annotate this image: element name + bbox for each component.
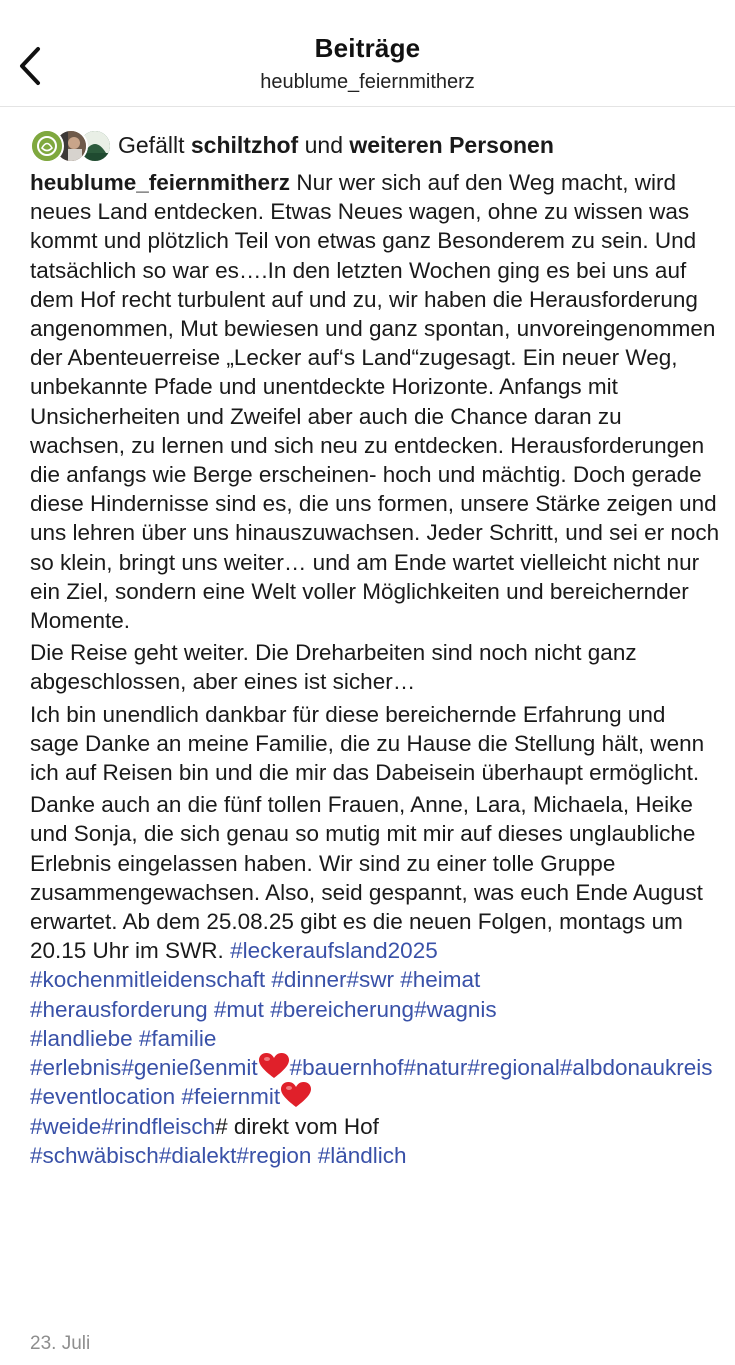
hashtag-link[interactable]: #feiernmit bbox=[181, 1084, 281, 1110]
likes-others[interactable]: weiteren Personen bbox=[349, 131, 554, 158]
hashtag-link[interactable]: #herausforderung bbox=[30, 996, 208, 1022]
hashtag-link[interactable]: #schwäbisch bbox=[30, 1142, 159, 1168]
post-date: 23. Juli bbox=[30, 1333, 91, 1354]
hashtag-link[interactable]: #mut bbox=[213, 996, 264, 1022]
hashtag-link[interactable]: #kochenmitleidenschaft bbox=[30, 967, 266, 993]
hashtag-link[interactable]: #ländlich bbox=[317, 1142, 407, 1168]
caption-username[interactable]: heublume_feiernmitherz bbox=[30, 170, 291, 195]
post-caption bbox=[30, 168, 720, 1173]
top-bar bbox=[0, 0, 735, 107]
hashtag-link[interactable]: #region bbox=[236, 1142, 312, 1168]
hashtag-link[interactable]: #genießenmit bbox=[121, 1055, 258, 1081]
page-title: Beiträge bbox=[314, 33, 421, 63]
hashtag-link[interactable]: #leckeraufsland2025 bbox=[230, 938, 438, 964]
avatar[interactable] bbox=[30, 129, 64, 163]
caption-text: Danke auch an die fünf tollen Frauen, Anne, Lara, Michaela, Heike und Sonja, die sich genau so mutig mit mir auf dieses unglaubliche Erlebnis eingelassen haben. Wir sind zu einer tolle Gruppe zusammengewachsen. Also, seid gespannt, was euch Ende August erwartet. Ab dem 25.08.25 gibt es die neuen Folgen, montags um 20.15 Uhr im SWR. bbox=[30, 792, 703, 964]
heart-emoji-icon bbox=[259, 1053, 289, 1079]
hashtag-link[interactable]: #landliebe bbox=[30, 1025, 133, 1051]
hashtag-link[interactable]: #dinner bbox=[271, 967, 347, 993]
hashtag-link[interactable]: #weide bbox=[30, 1113, 102, 1139]
hashtag-link[interactable]: #bereicherung bbox=[270, 996, 415, 1022]
liker-avatars[interactable] bbox=[30, 128, 112, 162]
hashtag-link[interactable]: #swr bbox=[346, 967, 394, 993]
caption-paragraph bbox=[30, 790, 720, 1170]
caption-text: # direkt vom Hof bbox=[215, 1113, 379, 1139]
hashtag-link[interactable]: #albdonaukreis bbox=[559, 1055, 713, 1081]
likes-text[interactable] bbox=[118, 132, 554, 159]
likes-prefix: Gefällt bbox=[118, 131, 191, 158]
hashtag-link[interactable]: #wagnis bbox=[414, 996, 497, 1022]
hashtag-link[interactable]: #bauernhof bbox=[289, 1055, 404, 1081]
heart-emoji-icon bbox=[281, 1082, 311, 1108]
liker-username[interactable]: schiltzhof bbox=[190, 131, 299, 158]
hashtag-link[interactable]: #eventlocation bbox=[30, 1084, 176, 1110]
caption-paragraph: Die Reise geht weiter. Die Dreharbeiten sind noch nicht ganz abgeschlossen, aber eines ist sicher… bbox=[30, 640, 637, 695]
likes-row[interactable] bbox=[30, 128, 554, 162]
hashtag-link[interactable]: #erlebnis bbox=[30, 1055, 122, 1081]
likes-middle: und bbox=[298, 131, 350, 158]
page-subtitle[interactable]: heublume_feiernmitherz bbox=[260, 71, 475, 93]
hashtag-link[interactable]: #heimat bbox=[400, 967, 481, 993]
hashtag-link[interactable]: #dialekt bbox=[158, 1142, 237, 1168]
hashtag-link[interactable]: #natur bbox=[403, 1055, 468, 1081]
caption-text: Nur wer sich auf den Weg macht, wird neues Land entdecken. Etwas Neues wagen, ohne zu wissen was kommt und plötzlich Teil von etwas ganz Besonderem zu sein. Und tatsächlich so war es….In den letzten Wochen ging es bei uns auf dem Hof recht turbulent auf und zu, wir haben die Herausforderung angenommen, Mut bewiesen und ganz spontan, unvoreingenommen der Abenteuerreise „Lecker auf‘s Land“zugesagt. Ein neuer Weg, unbekannte Pfade und unentdeckte Horizonte. Anfangs mit Unsicherheiten und Zweifel aber auch die Chance daran zu wachsen, zu lernen und sich neu zu entdecken. Herausforderungen die anfangs wie Berge erscheinen- hoch und mächtig. Doch gerade diese Hindernisse sind es, die uns formen, unsere Stärke zeigen und uns lehren über uns hinauszuwachsen. Jeder Schritt, und sei er noch so klein, bringt uns weiter… und am Ende wartet vielleicht nicht nur ein Ziel, sondern eine Welt voller Möglichkeiten und bereichernder Momente. bbox=[30, 170, 720, 634]
hashtag-link[interactable]: #regional bbox=[467, 1055, 560, 1081]
caption-paragraph: Ich bin unendlich dankbar für diese bereichernde Erfahrung und sage Danke an meine Familie, die zu Hause die Stellung hält, wenn ich auf Reisen bin und die mir das Dabeisein überhaupt ermöglicht. bbox=[30, 701, 705, 786]
hashtag-link[interactable]: #rindfleisch bbox=[101, 1113, 216, 1139]
caption-paragraph bbox=[30, 168, 720, 635]
hashtag-link[interactable]: #familie bbox=[138, 1025, 217, 1051]
